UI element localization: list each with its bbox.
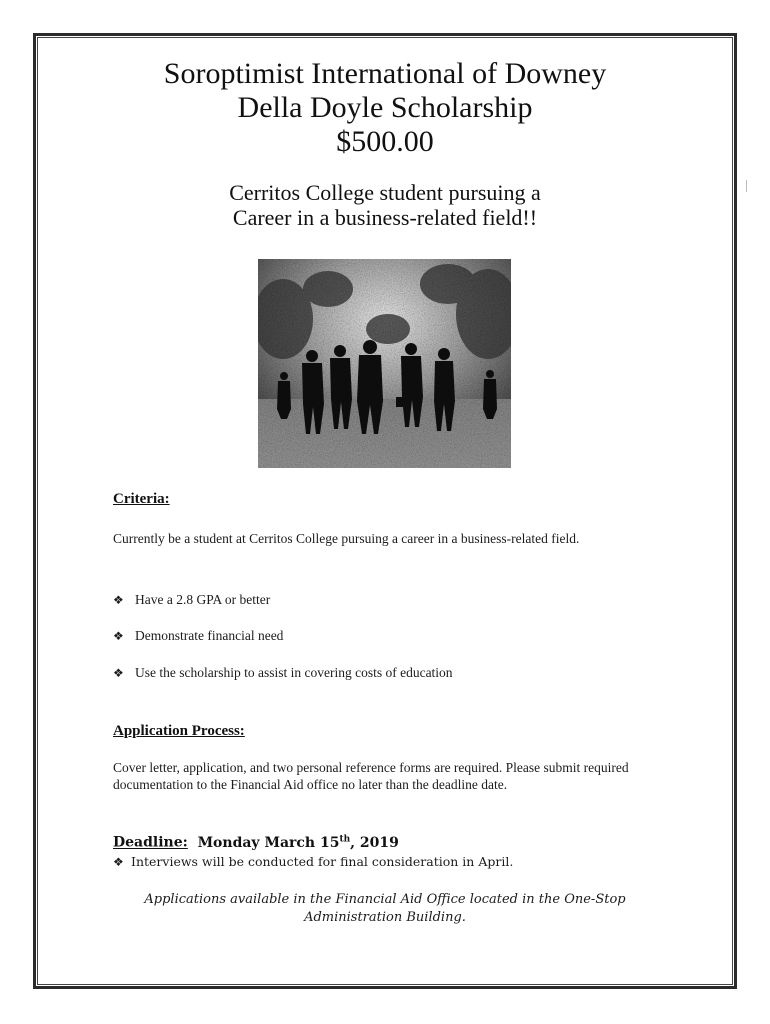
business-people-photo	[258, 259, 511, 468]
diamond-bullet-icon: ❖	[113, 593, 124, 607]
application-text: Cover letter, application, and two personal reference forms are required. Please submit required documentation to the Financial Aid office no later than the deadline date.	[113, 760, 629, 792]
criteria-item	[113, 627, 693, 645]
deadline-line	[113, 834, 399, 851]
subtitle-line-1: Cerritos College student pursuing a	[229, 180, 541, 205]
criteria-item	[113, 664, 693, 682]
diamond-bullet-icon: ❖	[113, 666, 124, 680]
application-heading: Application Process:	[113, 723, 245, 739]
flyer-content	[37, 37, 733, 985]
criteria-item-text: Demonstrate financial need	[135, 628, 284, 643]
criteria-item-text: Use the scholarship to assist in covering costs of education	[135, 665, 453, 680]
scholarship-amount: $500.00	[336, 125, 434, 158]
criteria-item-text: Have a 2.8 GPA or better	[135, 592, 271, 607]
deadline-year: , 2019	[350, 834, 399, 851]
deadline-label: Deadline:	[113, 834, 188, 851]
footer-line-2: Administration Building.	[304, 910, 466, 925]
diamond-bullet-icon: ❖	[113, 629, 124, 643]
deadline-date-text: Monday March 15	[197, 834, 340, 851]
scholarship-name: Della Doyle Scholarship	[237, 91, 533, 124]
criteria-item	[113, 591, 693, 609]
subtitle-line-2: Career in a business-related field!!	[232, 205, 538, 230]
criteria-heading: Criteria:	[113, 491, 170, 507]
deadline-date-suffix: th	[339, 834, 351, 844]
org-name: Soroptimist International of Downey	[163, 57, 607, 90]
flyer-subtitle	[37, 180, 733, 230]
interview-note	[113, 854, 513, 869]
footer-line-1: Applications available in the Financial Aid Office located in the One-Stop	[144, 892, 626, 907]
interview-note-text: Interviews will be conducted for final consideration in April.	[131, 854, 514, 869]
applications-availability-note	[37, 891, 733, 927]
diamond-bullet-icon: ❖	[113, 855, 124, 869]
criteria-intro: Currently be a student at Cerritos College pursuing a career in a business-related field.	[113, 531, 580, 546]
scan-artifact	[746, 180, 747, 192]
flyer-title	[37, 57, 733, 159]
deadline-date	[198, 835, 399, 851]
